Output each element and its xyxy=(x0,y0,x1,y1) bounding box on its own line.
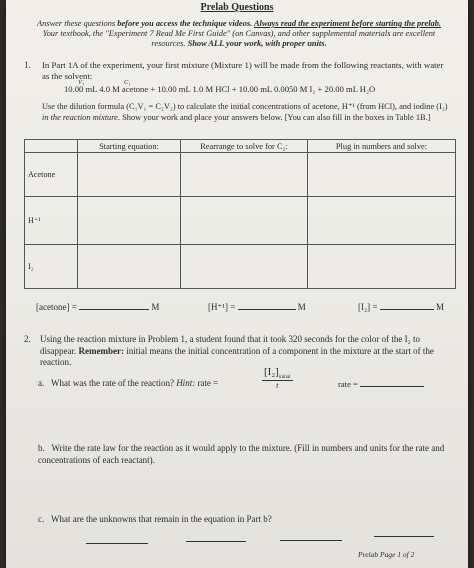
q2a-rate-label: rate = xyxy=(195,378,219,388)
intro-text-e: Show ALL your work, with proper units. xyxy=(187,39,327,48)
i2-answer-label: [I₂] = xyxy=(358,302,378,312)
unknown-blank-3[interactable] xyxy=(280,540,342,541)
q2a-label: a. xyxy=(38,378,45,388)
question-1-text: In Part 1A of the experiment, your first mixture (Mixture 1) will be made from the following reactants, with water as the solvent: xyxy=(42,60,444,81)
rate-denominator: t xyxy=(276,380,279,390)
rate-fraction xyxy=(262,366,293,390)
q2c-label: c. xyxy=(38,514,45,524)
acetone-unit: M xyxy=(151,302,160,312)
table-header-empty xyxy=(25,140,78,153)
hplus-answer-label: [H⁺¹] = xyxy=(208,302,236,312)
question-2b xyxy=(38,443,458,466)
c1-annotation: C₁ xyxy=(124,79,131,86)
hplus-unit: M xyxy=(297,302,306,312)
instruction-text-a: Use the dilution formula (C₁V₁ = C₂V₂) to calculate the initial concentrations of acetone, H⁺¹ (from HCl), and iodine (I₂) xyxy=(42,102,448,111)
intro-text-c: Always read the experiment before starting the prelab. xyxy=(253,19,441,28)
acetone-answer-blank[interactable] xyxy=(79,300,149,310)
q2-text-a: Using the reaction mixture in Problem 1, a student found that it took 320 seconds for the color of the I₂ to disappear. xyxy=(40,334,421,356)
q2a-text: What was the rate of the reaction? xyxy=(51,378,177,388)
table-header-plug: Plug in numbers and solve: xyxy=(308,140,456,153)
instructions xyxy=(32,19,446,49)
table-header-rearrange: Rearrange to solve for C₂: xyxy=(181,140,308,153)
question-2-text xyxy=(40,334,458,369)
page-title: Prelab Questions xyxy=(200,2,274,13)
i2-answer-blank[interactable] xyxy=(380,300,434,310)
reactant-equation: 10.00 mL 4.0 M acetone + 10.00 mL 1.0 M HCl + 10.00 mL 0.0050 M I₂ + 20.00 mL H₂O xyxy=(64,84,376,94)
instruction-text-b: in the reaction mixture xyxy=(42,112,118,122)
table-row xyxy=(25,245,456,289)
instruction-text-c: . Show your work and place your answers below. [You can also fill in the boxes in Table 1B.] xyxy=(117,112,431,122)
i2-unit: M xyxy=(435,302,444,312)
question-2c xyxy=(38,514,272,524)
cell-hplus-rearrange[interactable] xyxy=(181,196,308,244)
q2a-hint: Hint: xyxy=(176,378,196,388)
table-header-row xyxy=(25,140,456,153)
q2b-text: Write the rate law for the reaction as it would apply to the mixture. (Fill in numbers and units for the rate and concentrations of each reactant). xyxy=(38,443,445,465)
page-footer: Prelab Page 1 of 2 xyxy=(358,550,415,559)
prelab-page xyxy=(6,0,468,568)
cell-hplus-plug[interactable] xyxy=(308,196,456,244)
row-label-i2: I₂ xyxy=(25,245,78,289)
acetone-answer xyxy=(36,300,159,312)
hplus-answer-blank[interactable] xyxy=(238,300,296,310)
intro-text-a: Answer these questions xyxy=(37,19,118,28)
question-2a xyxy=(38,378,218,388)
cell-i2-start[interactable] xyxy=(78,245,181,289)
q2c-text: What are the unknowns that remain in the equation in Part b? xyxy=(51,514,272,524)
i2-answer xyxy=(358,300,444,312)
cell-acetone-plug[interactable] xyxy=(308,153,456,197)
q2b-label: b. xyxy=(38,443,45,453)
v1-annotation: V₁ xyxy=(78,79,85,86)
unknown-blank-1[interactable] xyxy=(86,543,148,544)
row-label-hplus: H⁺¹ xyxy=(25,196,78,244)
rate-numerator-text: [I₂] xyxy=(264,366,279,378)
unknown-blank-2[interactable] xyxy=(186,541,246,542)
unknown-blank-4[interactable] xyxy=(374,536,434,537)
work-table xyxy=(24,139,456,289)
question-1-number: 1. xyxy=(24,60,31,70)
cell-hplus-start[interactable] xyxy=(78,196,181,244)
rate-answer-label: rate = xyxy=(338,379,358,389)
hplus-answer xyxy=(208,300,306,313)
cell-i2-rearrange[interactable] xyxy=(181,245,308,289)
cell-acetone-start[interactable] xyxy=(78,153,181,197)
q2-text-b: Remember: xyxy=(78,345,124,356)
rate-numerator-sub: initial xyxy=(278,374,291,380)
cell-acetone-rearrange[interactable] xyxy=(181,153,308,197)
acetone-answer-label: [acetone] = xyxy=(36,302,77,312)
rate-answer xyxy=(338,377,424,389)
question-1-instruction xyxy=(42,102,452,123)
row-label-acetone: Acetone xyxy=(25,153,78,197)
table-row xyxy=(25,153,456,197)
question-2-number: 2. xyxy=(24,334,31,344)
cell-i2-plug[interactable] xyxy=(308,245,456,289)
intro-text-b: before you access the technique videos. xyxy=(117,19,254,28)
rate-numerator xyxy=(262,366,293,381)
table-row xyxy=(25,196,456,244)
intro-text-d: Your textbook, the "Experiment 7 Read Me First Guide" (on Canvas), and other supplemental materials are excellent resources. xyxy=(42,29,436,48)
q2-text-c: initial means the initial concentration of a component in the mixture at the start of the reaction. xyxy=(40,345,434,367)
table-header-starting: Starting equation: xyxy=(78,140,181,153)
rate-answer-blank[interactable] xyxy=(360,377,424,387)
